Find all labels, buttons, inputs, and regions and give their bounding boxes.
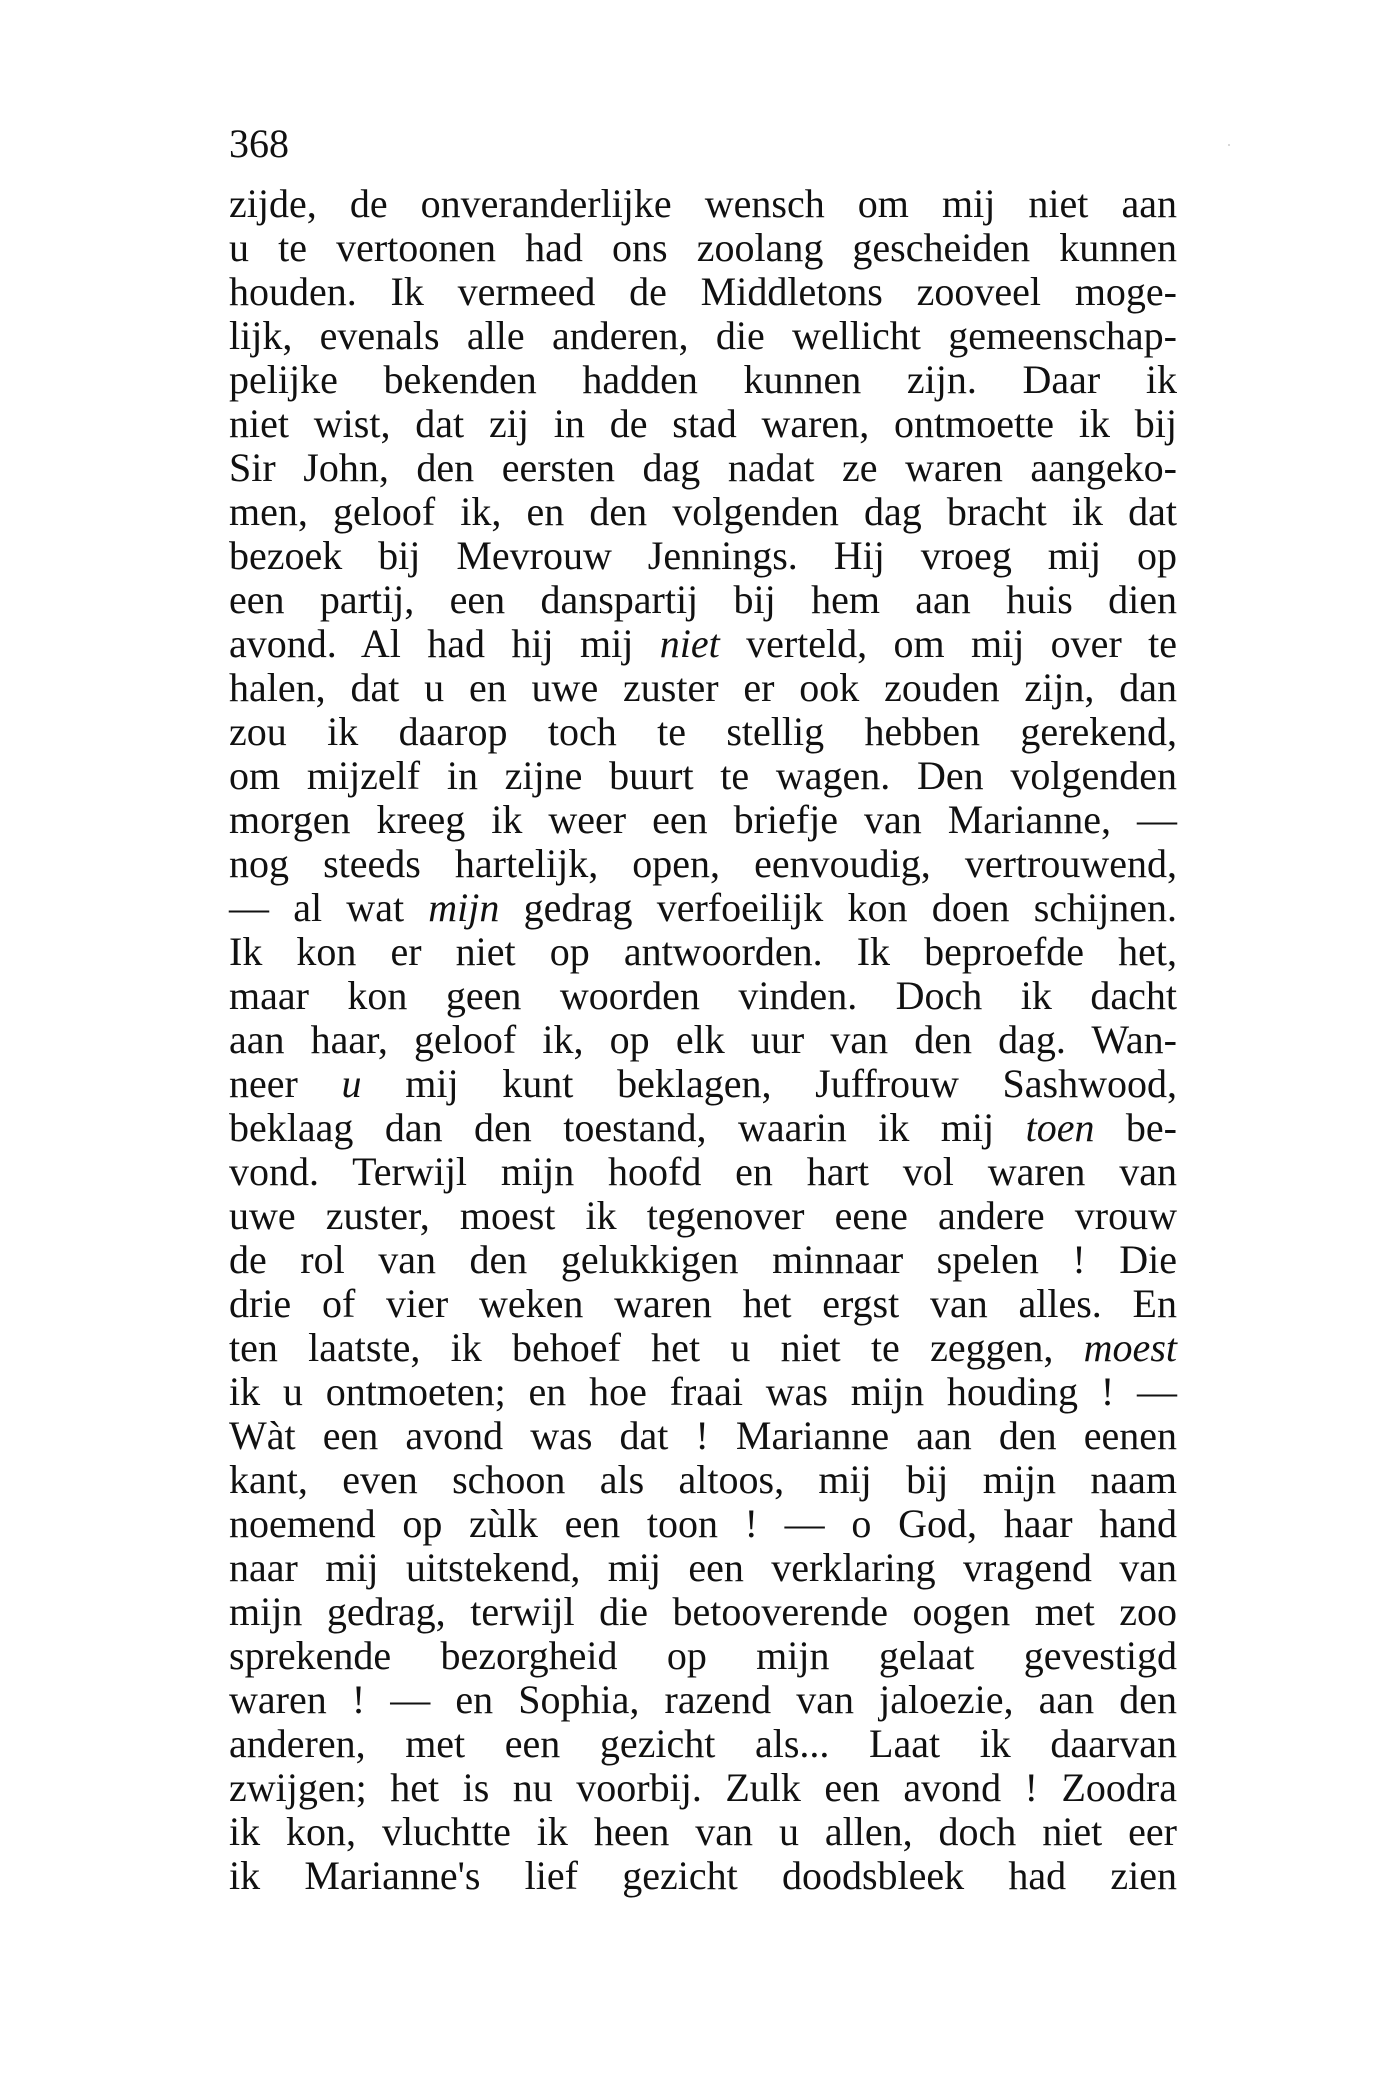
text-segment: ten laatste, ik behoef het u niet te zeggen,	[229, 1325, 1084, 1370]
text-segment: mij kunt beklagen, Juffrouw Sashwood,	[361, 1061, 1177, 1106]
text-line	[229, 182, 1177, 226]
text-segment: pelijke bekenden hadden kunnen zijn. Daar ik	[229, 357, 1177, 402]
text-segment: Sir John, den eersten dag nadat ze waren aangeko-	[229, 445, 1177, 490]
text-line	[229, 1282, 1177, 1326]
text-segment: maar kon geen woorden vinden. Doch ik dacht	[229, 973, 1177, 1018]
text-line	[229, 446, 1177, 490]
text-segment: aan haar, geloof ik, op elk uur van den dag. Wan-	[229, 1017, 1177, 1062]
text-segment: zwijgen; het is nu voorbij. Zulk een avond ! Zoodra	[229, 1765, 1177, 1810]
text-segment: de rol van den gelukkigen minnaar spelen ! Die	[229, 1237, 1177, 1282]
text-segment: men, geloof ik, en den volgenden dag bracht ik dat	[229, 489, 1177, 534]
text-line	[229, 1062, 1177, 1106]
text-line	[229, 1238, 1177, 1282]
text-line	[229, 1106, 1177, 1150]
italic-text: mijn	[428, 885, 500, 930]
text-segment: vond. Terwijl mijn hoofd en hart vol waren van	[229, 1149, 1177, 1194]
text-line	[229, 314, 1177, 358]
text-line	[229, 622, 1177, 666]
text-segment: gedrag verfoeilijk kon doen schijnen.	[499, 885, 1178, 930]
text-line	[229, 1590, 1177, 1634]
text-line	[229, 974, 1177, 1018]
text-line	[229, 1634, 1177, 1678]
text-segment: beklaag dan den toestand, waarin ik mij	[229, 1105, 1026, 1150]
text-line	[229, 666, 1177, 710]
text-line	[229, 1458, 1177, 1502]
text-line	[229, 842, 1177, 886]
text-segment: uwe zuster, moest ik tegenover eene andere vrouw	[229, 1193, 1177, 1238]
text-segment: neer	[229, 1061, 342, 1106]
text-line	[229, 578, 1177, 622]
italic-text: u	[341, 1061, 362, 1106]
text-line	[229, 710, 1177, 754]
text-segment: morgen kreeg ik weer een briefje van Marianne, —	[229, 797, 1177, 842]
text-segment: verteld, om mij over te	[719, 621, 1177, 666]
text-line	[229, 402, 1177, 446]
text-line	[229, 226, 1177, 270]
text-segment: ik Marianne's lief gezicht doodsbleek had zien	[229, 1853, 1177, 1898]
italic-text: toen	[1025, 1105, 1095, 1150]
text-segment: — al wat	[229, 885, 429, 930]
text-line	[229, 534, 1177, 578]
text-line	[229, 1194, 1177, 1238]
text-line	[229, 754, 1177, 798]
text-segment: mijn gedrag, terwijl die betooverende oogen met zoo	[229, 1589, 1177, 1634]
text-line	[229, 1150, 1177, 1194]
text-line	[229, 1326, 1177, 1370]
text-line	[229, 1766, 1177, 1810]
text-segment: anderen, met een gezicht als... Laat ik daarvan	[229, 1721, 1177, 1766]
text-segment: niet wist, dat zij in de stad waren, ontmoette ik bij	[229, 401, 1177, 446]
text-segment: u te vertoonen had ons zoolang gescheiden kunnen	[229, 225, 1177, 270]
text-segment: naar mij uitstekend, mij een verklaring vragend van	[229, 1545, 1177, 1590]
italic-text: niet	[659, 621, 720, 666]
text-segment: lijk, evenals alle anderen, die wellicht gemeenschap-	[229, 313, 1177, 358]
text-line	[229, 1502, 1177, 1546]
text-line	[229, 490, 1177, 534]
text-line	[229, 358, 1177, 402]
text-segment: houden. Ik vermeed de Middletons zooveel moge-	[229, 269, 1177, 314]
text-line	[229, 1546, 1177, 1590]
body-text	[229, 182, 1177, 1898]
italic-text: moest	[1083, 1325, 1177, 1370]
text-segment: zijde, de onveranderlijke wensch om mij niet aan	[229, 181, 1177, 226]
text-segment: Ik kon er niet op antwoorden. Ik beproefde het,	[229, 929, 1177, 974]
text-segment: waren ! — en Sophia, razend van jaloezie, aan den	[229, 1677, 1177, 1722]
text-segment: een partij, een danspartij bij hem aan huis dien	[229, 577, 1177, 622]
text-segment: halen, dat u en uwe zuster er ook zouden zijn, dan	[229, 665, 1177, 710]
text-segment: nog steeds hartelijk, open, eenvoudig, vertrouwend,	[229, 841, 1177, 886]
text-segment: ik u ontmoeten; en hoe fraai was mijn houding ! —	[229, 1369, 1177, 1414]
text-segment: Wàt een avond was dat ! Marianne aan den eenen	[229, 1413, 1177, 1458]
text-segment: sprekende bezorgheid op mijn gelaat gevestigd	[229, 1633, 1177, 1678]
text-line	[229, 1722, 1177, 1766]
text-line	[229, 270, 1177, 314]
text-segment: bezoek bij Mevrouw Jennings. Hij vroeg mij op	[229, 533, 1177, 578]
text-segment: noemend op zùlk een toon ! — o God, haar hand	[229, 1501, 1177, 1546]
text-segment: avond. Al had hij mij	[229, 621, 660, 666]
text-line	[229, 930, 1177, 974]
text-line	[229, 1414, 1177, 1458]
text-line	[229, 798, 1177, 842]
text-segment: be-	[1094, 1105, 1178, 1150]
page-number: 368	[229, 121, 289, 166]
text-line	[229, 1810, 1177, 1854]
text-line	[229, 1370, 1177, 1414]
text-segment: ik kon, vluchtte ik heen van u allen, doch niet eer	[229, 1809, 1177, 1854]
text-line	[229, 1678, 1177, 1722]
text-segment: om mijzelf in zijne buurt te wagen. Den volgenden	[229, 753, 1177, 798]
text-line	[229, 1854, 1177, 1898]
text-line	[229, 1018, 1177, 1062]
text-segment: kant, even schoon als altoos, mij bij mijn naam	[229, 1457, 1177, 1502]
text-segment: drie of vier weken waren het ergst van alles. En	[229, 1281, 1177, 1326]
text-line	[229, 886, 1177, 930]
text-segment: zou ik daarop toch te stellig hebben gerekend,	[229, 709, 1177, 754]
paper-speck	[1228, 144, 1230, 146]
